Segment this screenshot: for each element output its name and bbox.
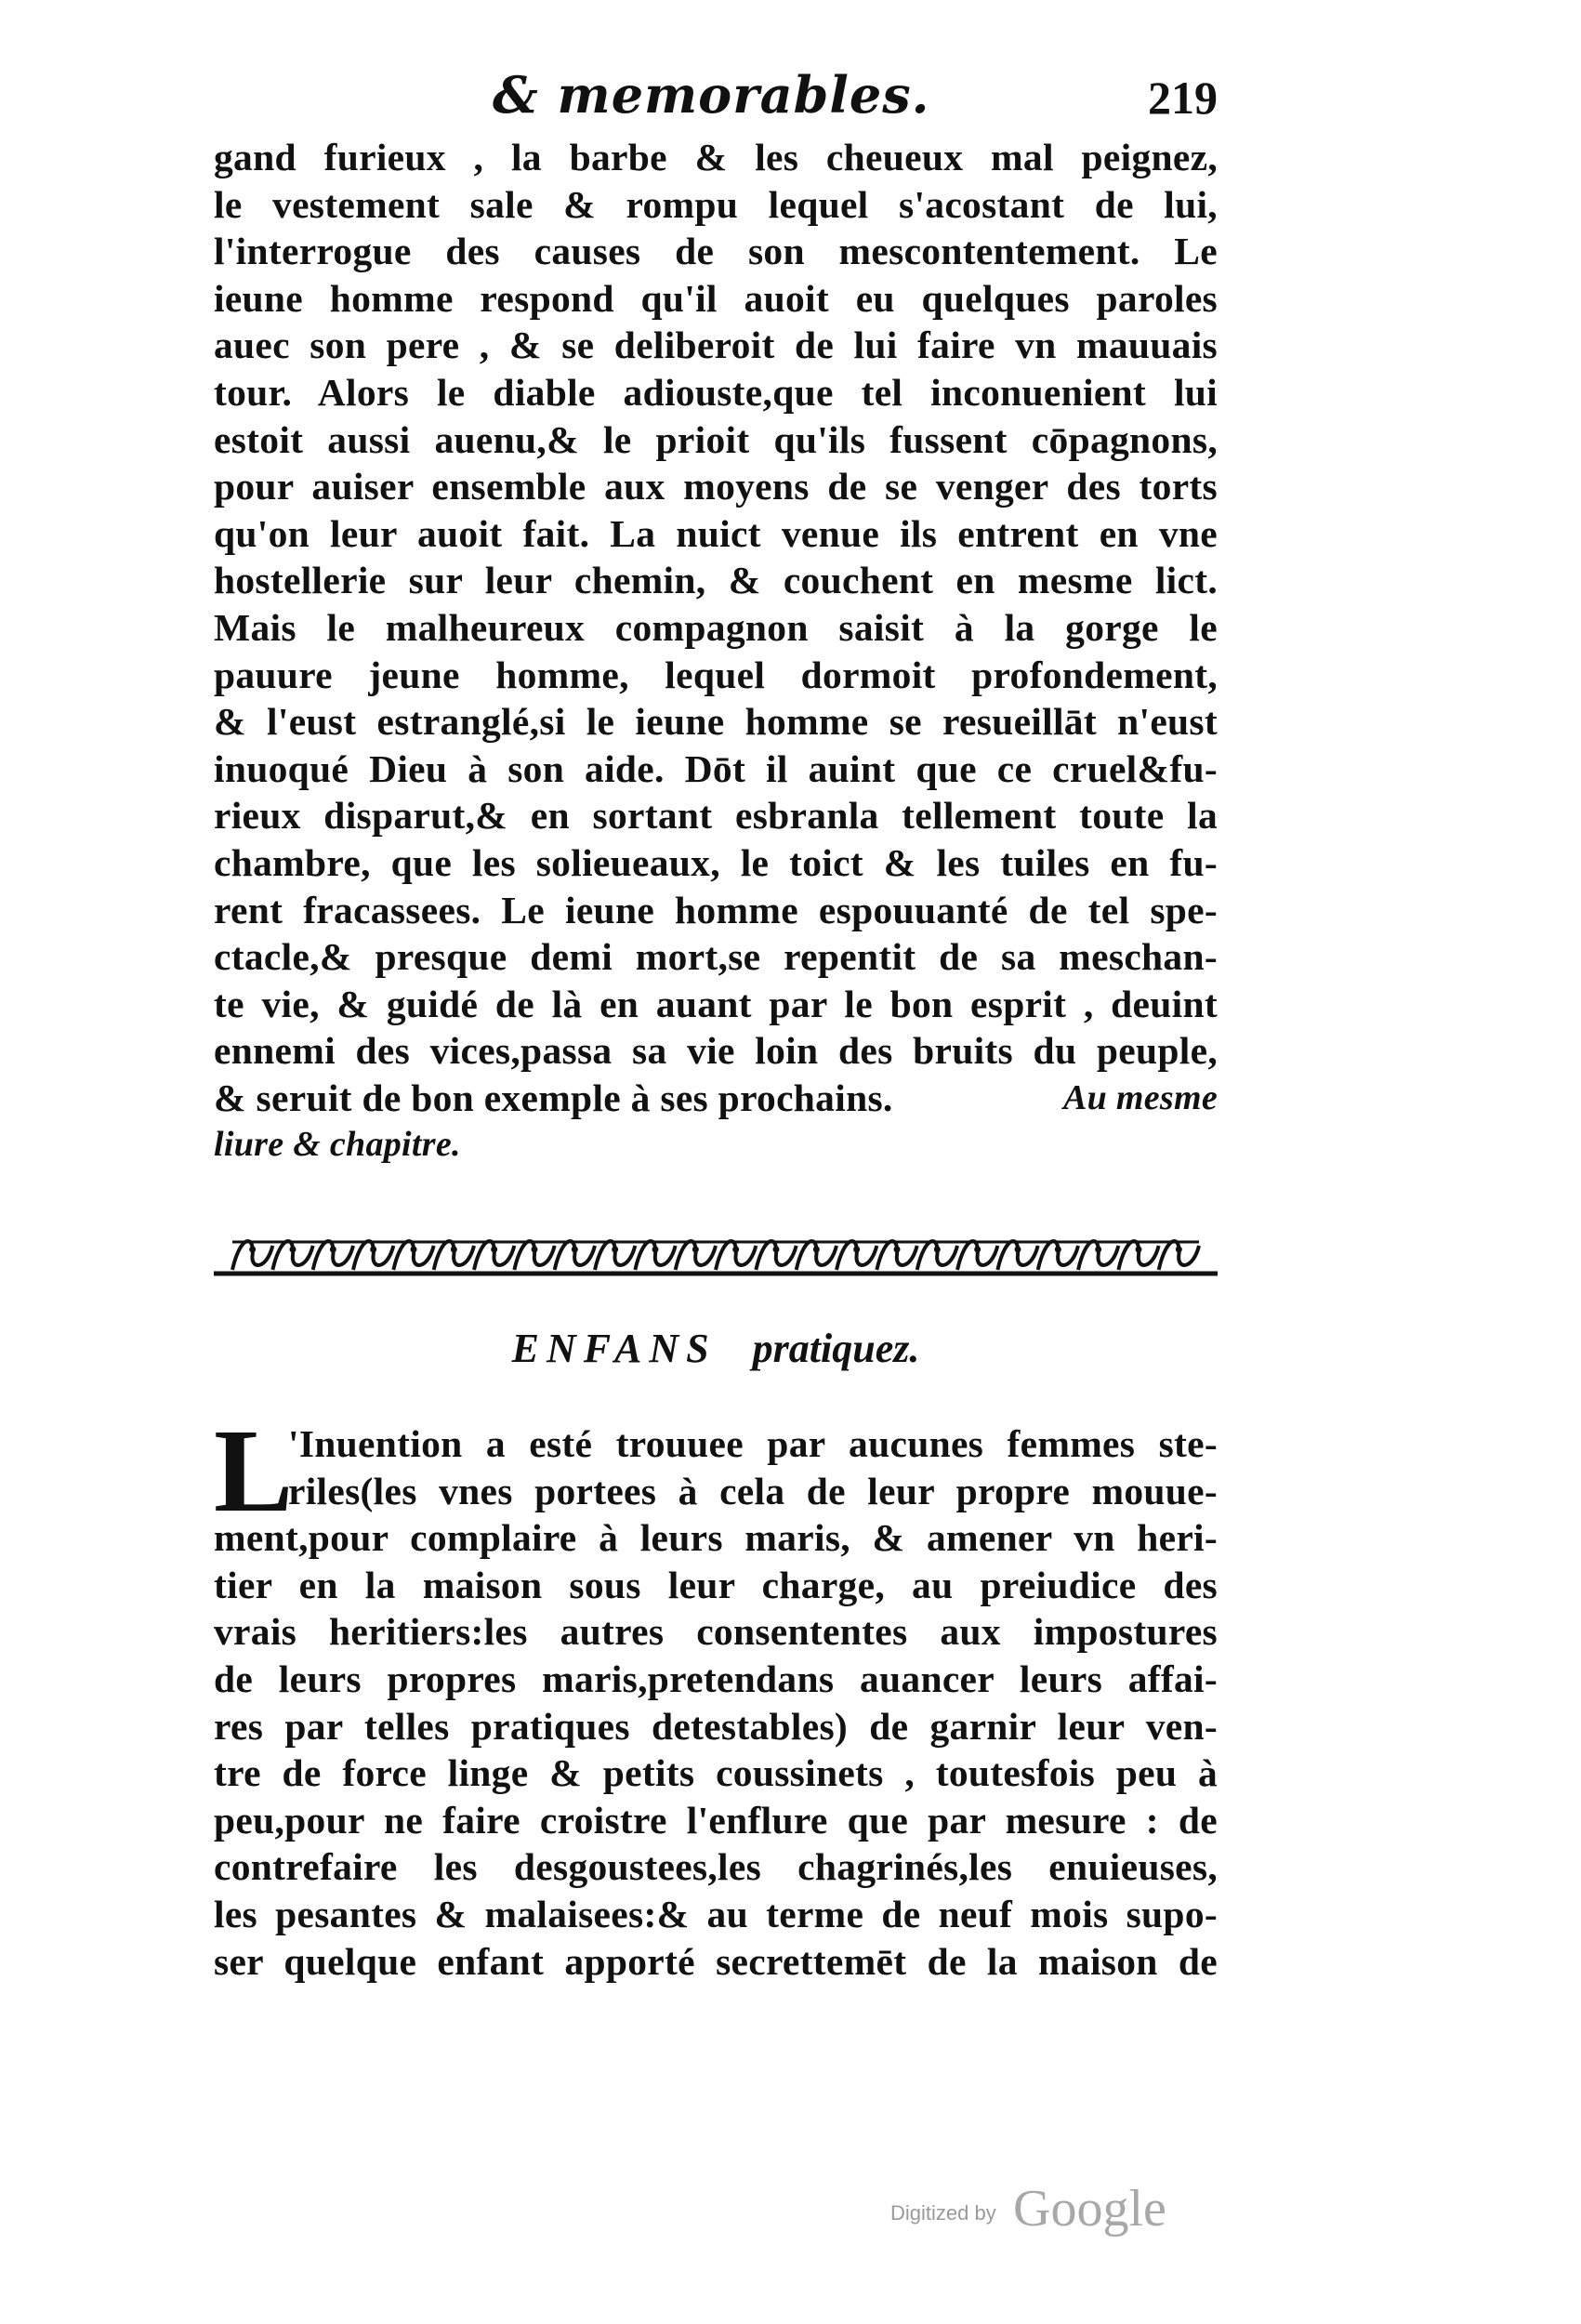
ornament-dot [1095, 1247, 1101, 1253]
drop-capital: L [214, 1405, 294, 1537]
ornament-dot [572, 1247, 578, 1253]
text-line: tre de force linge & petits coussinets , toutesfois peu à [214, 1751, 1218, 1795]
text-line: chambre, que les solieueaux, le toict & les tuiles en fu- [214, 840, 1218, 884]
ornament-dot [894, 1247, 901, 1253]
text-line: rieux disparut,& en sortant esbranla tellement toute la [214, 794, 1218, 838]
ornament-dot [411, 1247, 417, 1253]
ornament-dot [813, 1247, 820, 1253]
ornament-scroll [393, 1241, 433, 1270]
text-line: le vestement sale & rompu lequel s'acostant de lui, [214, 182, 1218, 226]
ornament-dot [934, 1247, 941, 1253]
citation-end: liure & chapitre. [214, 1125, 461, 1165]
ornament-dot [330, 1247, 336, 1253]
ornament-dot [532, 1247, 538, 1253]
text-line: vrais heritiers:les autres consententes aux impostures [214, 1610, 1218, 1654]
ornament-scroll [555, 1241, 595, 1270]
ornament-dot [1015, 1247, 1021, 1253]
text-line: estoit aussi auenu,& le prioit qu'ils fussent cōpagnons, [214, 417, 1218, 461]
ornament-scroll [595, 1241, 635, 1270]
text-line: res par telles pratiques detestables) de garnir leur ven- [214, 1704, 1218, 1748]
text-line: rent fracassees. Le ieune homme espouuanté de tel spe- [214, 888, 1218, 931]
text-line: de leurs propres maris,pretendans auancer leurs affai- [214, 1657, 1218, 1700]
ornament-dot [451, 1247, 457, 1253]
ornament-dot [853, 1247, 860, 1253]
ornament-dot [290, 1247, 296, 1253]
ornament-scroll [756, 1241, 796, 1270]
text-line: riles(les vnes portees à cela de leur propre mouue- [288, 1469, 1218, 1512]
ornament-scroll [272, 1241, 312, 1270]
text-line: tour. Alors le diable adiouste,que tel inconuenient lui [214, 370, 1218, 414]
text-line: 'Inuention a esté trouuee par aucunes femmes ste- [288, 1422, 1218, 1465]
ornament-dot [652, 1247, 659, 1253]
paragraph-2 [214, 1405, 1218, 1985]
text-line: gand furieux , la barbe & les cheueux mal peignez, [214, 136, 1218, 178]
ornament-scroll [514, 1241, 554, 1270]
ornament-scroll [1038, 1241, 1078, 1270]
ornament-scroll [797, 1241, 837, 1270]
ornament-dot [1176, 1247, 1182, 1253]
text-line: tier en la maison sous leur charge, au preiudice des [214, 1563, 1218, 1606]
ornament-scroll [434, 1241, 474, 1270]
citation-start: Au mesme [1062, 1077, 1218, 1117]
page-number: 219 [1148, 72, 1218, 124]
text-line: te vie, & guidé de là en auant par le bon esprit , deuint [214, 982, 1218, 1025]
text-line: pour auiser ensemble aux moyens de se venger des torts [214, 465, 1218, 508]
text-line: Mais le malheureux compagnon saisit à la gorge le [214, 605, 1218, 649]
ornament-scroll [313, 1241, 353, 1270]
ornament-scroll [353, 1241, 393, 1270]
text-line: hostellerie sur leur chemin, & couchent en mesme lict. [214, 559, 1218, 602]
text-line: qu'on leur auoit fait. La nuict venue ils entrent en vne [214, 511, 1218, 555]
section-heading-lower: pratiquez. [752, 1326, 920, 1371]
digitized-by-google-mark [890, 2181, 1197, 2237]
text-line-with-citation [214, 1075, 1218, 1122]
ornament-dot [1055, 1247, 1061, 1253]
text-line: l'interrogue des causes de son mescontentement. Le [214, 230, 1218, 273]
ornament-dot [491, 1247, 497, 1253]
text-line: peu,pour ne faire croistre l'enflure que par mesure : de [214, 1798, 1218, 1842]
section-heading [214, 1325, 1218, 1372]
paragraph-1 [214, 134, 1218, 1169]
running-head [214, 58, 1218, 132]
text-line: & l'eust estranglé,si le ieune homme se resueillāt n'eust [214, 700, 1218, 744]
ornament-dot [974, 1247, 981, 1253]
running-title: & memorables. [493, 65, 930, 125]
ornament-dot [692, 1247, 699, 1253]
text-line: ieune homme respond qu'il auoit eu quelques paroles [214, 276, 1218, 320]
ornament-dot [370, 1247, 376, 1253]
ornament-scroll [917, 1241, 957, 1270]
ornament-scroll [635, 1241, 675, 1270]
ornament-scroll [716, 1241, 756, 1270]
text-line: ctacle,& presque demi mort,se repentit de sa meschan- [214, 935, 1218, 979]
text-line: & seruit de bon exemple à ses prochains. [214, 1076, 893, 1119]
text-line: pauure jeune homme, lequel dormoit profondement, [214, 653, 1218, 696]
google-wordmark: Google [1013, 2180, 1166, 2238]
ornament-dot [773, 1247, 780, 1253]
ornament-scroll [957, 1241, 997, 1270]
ornament-scroll [474, 1241, 514, 1270]
dropcap-block [214, 1405, 1218, 1537]
ornament-scroll [676, 1241, 716, 1270]
ornament-scroll [837, 1241, 876, 1270]
digitized-prefix: Digitized by [890, 2201, 996, 2225]
text-line: les pesantes & malaisees:& au terme de neuf mois supo- [214, 1892, 1218, 1935]
ornament-dot [612, 1247, 618, 1253]
ornament-scroll [876, 1241, 916, 1270]
ornament-scroll [1078, 1241, 1118, 1270]
text-line: contrefaire les desgoustees,les chagrinés,les enuieuses, [214, 1845, 1218, 1889]
ornament-dot [1136, 1247, 1142, 1253]
text-line: ser quelque enfant apporté secrettemēt de la maison de [214, 1939, 1218, 1983]
ornament-dot [249, 1247, 256, 1253]
text-line: auec son pere , & se deliberoit de lui faire vn mauuais [214, 324, 1218, 367]
ornament-scroll [1159, 1241, 1199, 1270]
section-heading-caps: ENFANS [511, 1326, 717, 1371]
ornament-scroll [1118, 1241, 1158, 1270]
text-line: ennemi des vices,passa sa vie loin des bruits du peuple, [214, 1029, 1218, 1073]
printer-ornament-band [214, 1225, 1218, 1290]
ornament-scroll [997, 1241, 1037, 1270]
ornament-scroll [232, 1241, 272, 1270]
text-line: inuoqué Dieu à son aide. Dōt il auint que ce cruel&fu- [214, 746, 1218, 790]
ornament-dot [732, 1247, 739, 1253]
text-line: ment,pour complaire à leurs maris, & amener vn heri- [214, 1516, 1218, 1560]
